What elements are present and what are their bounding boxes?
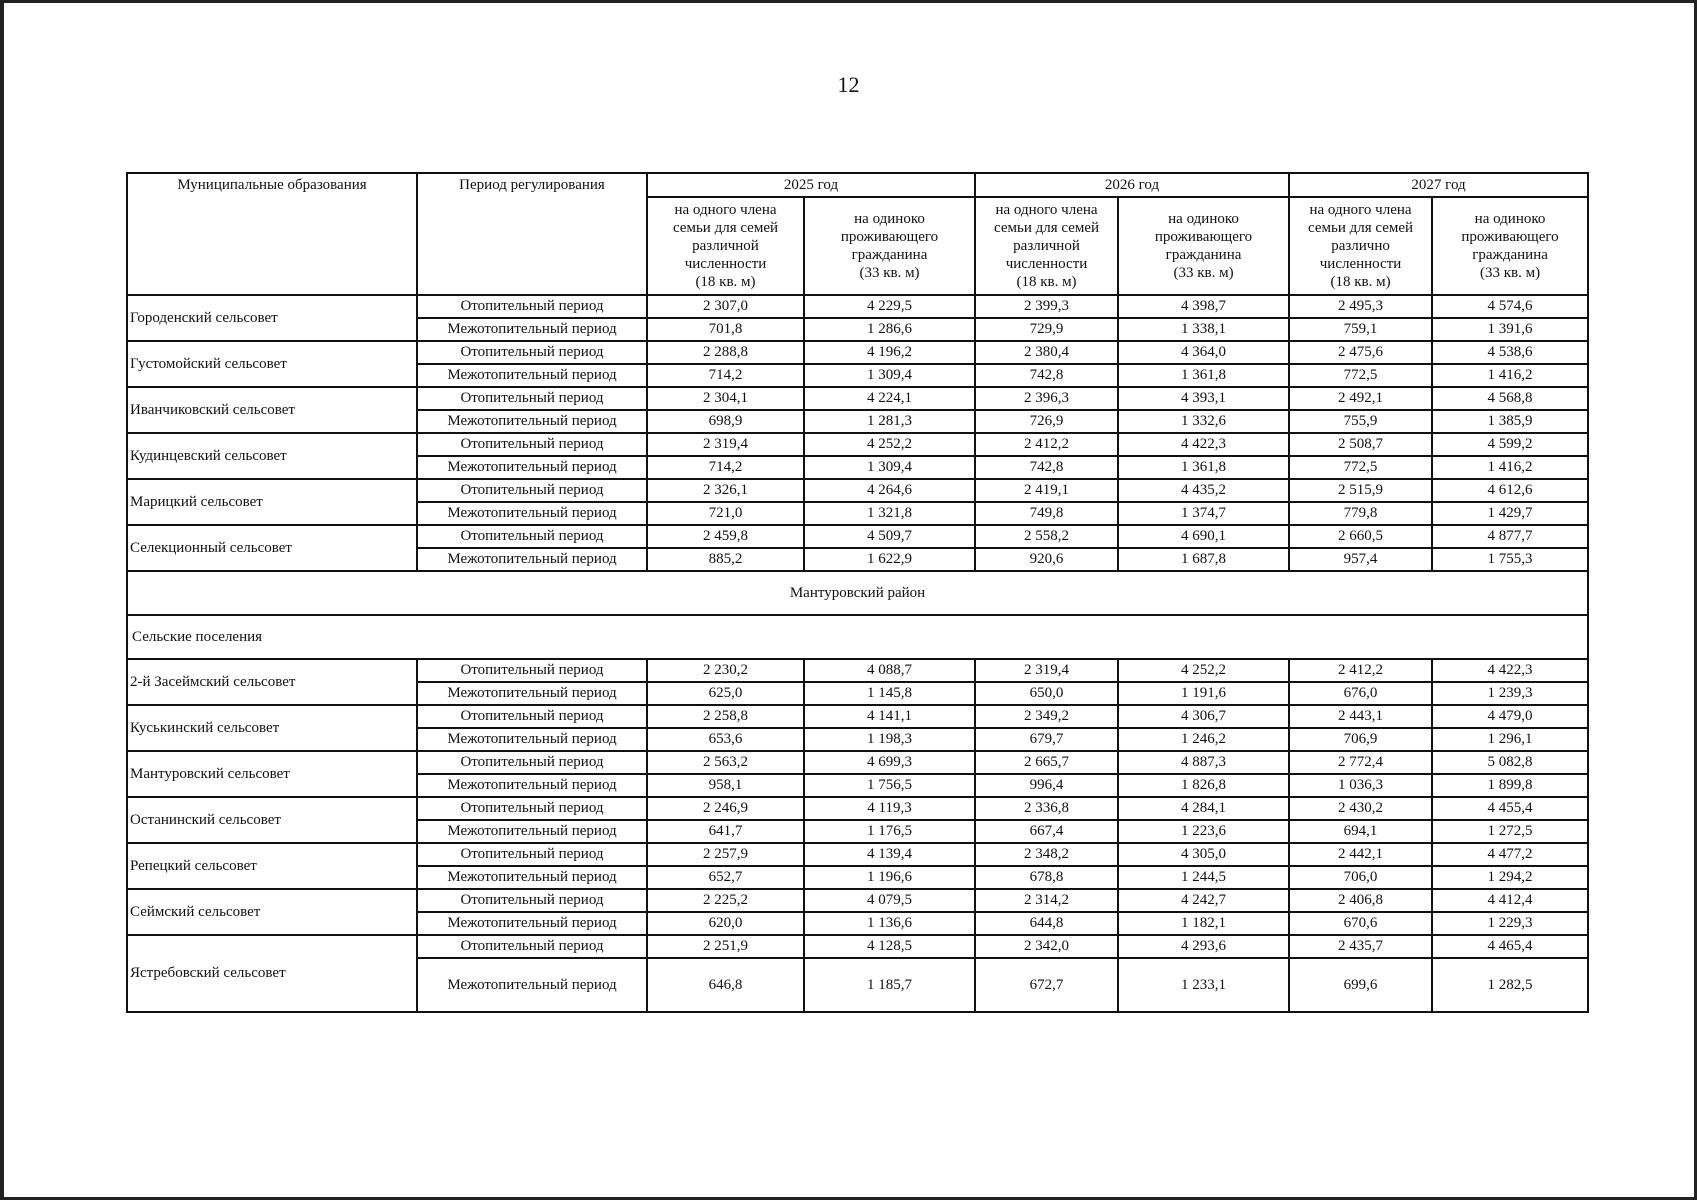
subheader-line: семьи для семей	[1308, 220, 1414, 236]
tariff-value: 1 281,3	[804, 410, 975, 433]
tariff-value: 678,8	[975, 866, 1118, 889]
tariff-value: 625,0	[647, 682, 804, 705]
tariff-value: 4 477,2	[1432, 843, 1588, 866]
tariff-value: 1 826,8	[1118, 774, 1289, 797]
tariff-value: 1 272,5	[1432, 820, 1588, 843]
tariff-value: 2 492,1	[1289, 387, 1432, 410]
municipality-name: Мантуровский сельсовет	[127, 751, 417, 797]
subheader-line: (18 кв. м)	[1330, 274, 1391, 290]
tariff-value: 4 455,4	[1432, 797, 1588, 820]
tariff-value: 4 119,3	[804, 797, 975, 820]
municipality-name: Городенский сельсовет	[127, 295, 417, 341]
section-row	[127, 615, 1588, 659]
tariff-value: 4 599,2	[1432, 433, 1588, 456]
tariff-value: 2 495,3	[1289, 295, 1432, 318]
tariff-value: 2 563,2	[647, 751, 804, 774]
tariff-value: 729,9	[975, 318, 1118, 341]
period-nonheating: Межотопительный период	[417, 820, 647, 843]
tariff-value: 1 176,5	[804, 820, 975, 843]
tariff-value: 749,8	[975, 502, 1118, 525]
tariff-value: 2 435,7	[1289, 935, 1432, 958]
tariff-value: 2 412,2	[975, 433, 1118, 456]
period-nonheating: Межотопительный период	[417, 958, 647, 1012]
tariff-value: 957,4	[1289, 548, 1432, 571]
period-heating: Отопительный период	[417, 525, 647, 548]
tariff-value: 706,0	[1289, 866, 1432, 889]
period-heating: Отопительный период	[417, 659, 647, 682]
period-nonheating: Межотопительный период	[417, 318, 647, 341]
subheader-line: гражданина	[1165, 247, 1242, 263]
tariff-value: 2 257,9	[647, 843, 804, 866]
tariff-value: 2 230,2	[647, 659, 804, 682]
subheader-line: различной	[1013, 238, 1080, 254]
settlement-type-title: Сельские поселения	[127, 615, 1588, 659]
tariff-value: 1 136,6	[804, 912, 975, 935]
tariff-value: 2 665,7	[975, 751, 1118, 774]
period-nonheating: Межотопительный период	[417, 364, 647, 387]
tariff-value: 1 899,8	[1432, 774, 1588, 797]
tariff-value: 2 459,8	[647, 525, 804, 548]
tariff-value: 1 687,8	[1118, 548, 1289, 571]
municipality-name: Марицкий сельсовет	[127, 479, 417, 525]
period-nonheating: Межотопительный период	[417, 866, 647, 889]
tariff-value: 1 294,2	[1432, 866, 1588, 889]
municipality-name: Сеймский сельсовет	[127, 889, 417, 935]
period-nonheating: Межотопительный период	[417, 682, 647, 705]
tariff-value: 4 079,5	[804, 889, 975, 912]
period-heating: Отопительный период	[417, 797, 647, 820]
subheader-line: различной	[692, 238, 759, 254]
tariff-value: 670,6	[1289, 912, 1432, 935]
municipality-name: Кудинцевский сельсовет	[127, 433, 417, 479]
tariff-value: 4 242,7	[1118, 889, 1289, 912]
tariff-value: 2 772,4	[1289, 751, 1432, 774]
table-row	[127, 479, 1588, 502]
tariff-value: 2 558,2	[975, 525, 1118, 548]
subheader-line: численности	[684, 256, 767, 272]
period-nonheating: Межотопительный период	[417, 502, 647, 525]
tariff-value: 1 246,2	[1118, 728, 1289, 751]
tariff-value: 4 264,6	[804, 479, 975, 502]
table-row	[127, 751, 1588, 774]
tariff-value: 2 307,0	[647, 295, 804, 318]
tariff-value: 772,5	[1289, 364, 1432, 387]
subheader-single-resident-2027	[1432, 197, 1588, 295]
municipality-name: Густомойский сельсовет	[127, 341, 417, 387]
tariff-value: 2 508,7	[1289, 433, 1432, 456]
subheader-per-family-member-2026	[975, 197, 1118, 295]
tariff-value: 672,7	[975, 958, 1118, 1012]
tariff-value: 2 246,9	[647, 797, 804, 820]
period-heating: Отопительный период	[417, 935, 647, 958]
tariff-value: 2 342,0	[975, 935, 1118, 958]
subheader-line: различно	[1331, 238, 1390, 254]
tariff-value: 2 251,9	[647, 935, 804, 958]
subheader-line: проживающего	[840, 229, 939, 245]
tariff-value: 2 349,2	[975, 705, 1118, 728]
tariff-value: 2 348,2	[975, 843, 1118, 866]
period-heating: Отопительный период	[417, 387, 647, 410]
subheader-line: (18 кв. м)	[1016, 274, 1077, 290]
tariff-value: 699,6	[1289, 958, 1432, 1012]
period-heating: Отопительный период	[417, 433, 647, 456]
tariff-value: 706,9	[1289, 728, 1432, 751]
subheader-line: (33 кв. м)	[1479, 265, 1541, 281]
period-nonheating: Межотопительный период	[417, 912, 647, 935]
tariff-value: 646,8	[647, 958, 804, 1012]
tariff-value: 1 233,1	[1118, 958, 1289, 1012]
subheader-line: на одиноко	[1168, 211, 1239, 227]
municipality-name: Иванчиковский сельсовет	[127, 387, 417, 433]
subheader-line: на одного члена	[1309, 202, 1412, 218]
tariff-value: 653,6	[647, 728, 804, 751]
tariff-value: 1 309,4	[804, 364, 975, 387]
period-nonheating: Межотопительный период	[417, 728, 647, 751]
subheader-line: на одиноко	[854, 211, 925, 227]
tariff-value: 694,1	[1289, 820, 1432, 843]
header-year-2025: 2025 год	[647, 173, 975, 197]
tariff-value: 1 321,8	[804, 502, 975, 525]
tariff-value: 721,0	[647, 502, 804, 525]
tariff-value: 2 225,2	[647, 889, 804, 912]
tariff-value: 1 244,5	[1118, 866, 1289, 889]
period-heating: Отопительный период	[417, 295, 647, 318]
tariff-value: 1 145,8	[804, 682, 975, 705]
table-row	[127, 843, 1588, 866]
tariff-value: 714,2	[647, 456, 804, 479]
table-row	[127, 387, 1588, 410]
tariff-value: 714,2	[647, 364, 804, 387]
subheader-line: на одного члена	[674, 202, 777, 218]
table-row	[127, 433, 1588, 456]
tariff-value: 2 319,4	[647, 433, 804, 456]
tariff-value: 2 326,1	[647, 479, 804, 502]
period-heating: Отопительный период	[417, 751, 647, 774]
municipality-name: Ястребовский сельсовет	[127, 935, 417, 1012]
header-year-2026: 2026 год	[975, 173, 1289, 197]
tariff-value: 667,4	[975, 820, 1118, 843]
tariff-value: 2 515,9	[1289, 479, 1432, 502]
subheader-line: проживающего	[1461, 229, 1559, 245]
tariff-value: 4 128,5	[804, 935, 975, 958]
municipality-name: Репецкий сельсовет	[127, 843, 417, 889]
subheader-line: гражданина	[851, 247, 928, 263]
municipality-name: Селекционный сельсовет	[127, 525, 417, 571]
header-municipality: Муниципальные образования	[127, 173, 417, 295]
period-heating: Отопительный период	[417, 843, 647, 866]
tariff-value: 4 229,5	[804, 295, 975, 318]
period-heating: Отопительный период	[417, 341, 647, 364]
tariff-value: 2 419,1	[975, 479, 1118, 502]
subheader-line: семьи для семей	[672, 220, 779, 236]
tariff-value: 4 284,1	[1118, 797, 1289, 820]
tariff-value: 4 393,1	[1118, 387, 1289, 410]
tariff-value: 2 380,4	[975, 341, 1118, 364]
period-nonheating: Межотопительный период	[417, 774, 647, 797]
tariff-value: 1 361,8	[1118, 456, 1289, 479]
tariff-value: 701,8	[647, 318, 804, 341]
tariff-value: 1 338,1	[1118, 318, 1289, 341]
tariff-value: 958,1	[647, 774, 804, 797]
tariff-value: 1 385,9	[1432, 410, 1588, 433]
tariff-value: 1 374,7	[1118, 502, 1289, 525]
table-row	[127, 525, 1588, 548]
subheader-line: (18 кв. м)	[695, 274, 756, 290]
tariff-value: 2 443,1	[1289, 705, 1432, 728]
tariff-value: 742,8	[975, 364, 1118, 387]
tariff-value: 2 304,1	[647, 387, 804, 410]
tariff-value: 726,9	[975, 410, 1118, 433]
tariff-value: 4 293,6	[1118, 935, 1289, 958]
tariff-value: 2 258,8	[647, 705, 804, 728]
tariff-value: 1 309,4	[804, 456, 975, 479]
tariff-value: 650,0	[975, 682, 1118, 705]
tariff-value: 1 036,3	[1289, 774, 1432, 797]
tariff-value: 4 412,4	[1432, 889, 1588, 912]
tariff-value: 1 622,9	[804, 548, 975, 571]
tariff-value: 679,7	[975, 728, 1118, 751]
table-row	[127, 341, 1588, 364]
tariff-value: 1 416,2	[1432, 456, 1588, 479]
period-nonheating: Межотопительный период	[417, 456, 647, 479]
tariff-value: 4 088,7	[804, 659, 975, 682]
tariff-value: 698,9	[647, 410, 804, 433]
tariff-value: 2 314,2	[975, 889, 1118, 912]
municipality-name: Куськинский сельсовет	[127, 705, 417, 751]
tariff-value: 1 756,5	[804, 774, 975, 797]
subheader-line: на одного члена	[995, 202, 1098, 218]
table-row	[127, 797, 1588, 820]
tariff-value: 676,0	[1289, 682, 1432, 705]
tariff-value: 4 568,8	[1432, 387, 1588, 410]
scan-border-top	[0, 0, 1697, 3]
page-number: 12	[837, 72, 860, 97]
tariff-value: 4 252,2	[1118, 659, 1289, 682]
tariff-value: 1 239,3	[1432, 682, 1588, 705]
subheader-line: (33 кв. м)	[859, 265, 920, 281]
period-heating: Отопительный период	[417, 705, 647, 728]
header-period: Период регулирования	[417, 173, 647, 295]
tariff-value: 2 442,1	[1289, 843, 1432, 866]
tariff-value: 4 141,1	[804, 705, 975, 728]
tariff-value: 742,8	[975, 456, 1118, 479]
section-row	[127, 571, 1588, 615]
tariff-value: 1 429,7	[1432, 502, 1588, 525]
period-nonheating: Межотопительный период	[417, 410, 647, 433]
subheader-line: гражданина	[1472, 247, 1548, 263]
subheader-line: проживающего	[1154, 229, 1253, 245]
tariff-value: 996,4	[975, 774, 1118, 797]
tariff-value: 2 319,4	[975, 659, 1118, 682]
tariff-value: 2 288,8	[647, 341, 804, 364]
tariff-value: 5 082,8	[1432, 751, 1588, 774]
tariff-value: 1 185,7	[804, 958, 975, 1012]
table-row	[127, 935, 1588, 958]
tariff-value: 4 398,7	[1118, 295, 1289, 318]
tariff-value: 885,2	[647, 548, 804, 571]
tariff-value: 2 396,3	[975, 387, 1118, 410]
tariff-value: 4 690,1	[1118, 525, 1289, 548]
subheader-line: численности	[1005, 256, 1088, 272]
subheader-line: на одиноко	[1474, 211, 1546, 227]
subheader-per-family-member-2027	[1289, 197, 1432, 295]
tariff-value: 4 435,2	[1118, 479, 1289, 502]
tariff-value: 4 574,6	[1432, 295, 1588, 318]
tariff-value: 1 332,6	[1118, 410, 1289, 433]
tariff-value: 4 224,1	[804, 387, 975, 410]
tariff-value: 2 475,6	[1289, 341, 1432, 364]
tariff-value: 4 306,7	[1118, 705, 1289, 728]
tariff-value: 4 305,0	[1118, 843, 1289, 866]
tariff-value: 4 887,3	[1118, 751, 1289, 774]
tariff-value: 4 612,6	[1432, 479, 1588, 502]
municipality-name: 2-й Засеймский сельсовет	[127, 659, 417, 705]
tariff-value: 1 282,5	[1432, 958, 1588, 1012]
tariff-value: 4 465,4	[1432, 935, 1588, 958]
tariff-value: 1 196,6	[804, 866, 975, 889]
tariff-value: 4 196,2	[804, 341, 975, 364]
table-row	[127, 295, 1588, 318]
tariff-value: 755,9	[1289, 410, 1432, 433]
district-title: Мантуровский район	[127, 571, 1588, 615]
tariff-value: 772,5	[1289, 456, 1432, 479]
tariff-value: 1 191,6	[1118, 682, 1289, 705]
municipality-name: Останинский сельсовет	[127, 797, 417, 843]
tariff-value: 2 412,2	[1289, 659, 1432, 682]
subheader-single-resident-2026	[1118, 197, 1289, 295]
tariff-value: 1 229,3	[1432, 912, 1588, 935]
tariff-table	[126, 172, 1589, 1013]
tariff-value: 1 755,3	[1432, 548, 1588, 571]
tariff-value: 620,0	[647, 912, 804, 935]
subheader-line: семьи для семей	[993, 220, 1100, 236]
subheader-line: (33 кв. м)	[1173, 265, 1234, 281]
tariff-value: 4 538,6	[1432, 341, 1588, 364]
tariff-value: 1 296,1	[1432, 728, 1588, 751]
tariff-value: 920,6	[975, 548, 1118, 571]
tariff-value: 1 223,6	[1118, 820, 1289, 843]
subheader-single-resident-2025	[804, 197, 975, 295]
tariff-value: 779,8	[1289, 502, 1432, 525]
tariff-value: 4 139,4	[804, 843, 975, 866]
tariff-value: 2 399,3	[975, 295, 1118, 318]
tariff-value: 2 406,8	[1289, 889, 1432, 912]
tariff-value: 652,7	[647, 866, 804, 889]
period-heating: Отопительный период	[417, 889, 647, 912]
subheader-per-family-member-2025	[647, 197, 804, 295]
tariff-value: 1 391,6	[1432, 318, 1588, 341]
scan-border-left	[0, 0, 4, 1200]
tariff-value: 1 198,3	[804, 728, 975, 751]
tariff-value: 4 422,3	[1118, 433, 1289, 456]
tariff-value: 2 336,8	[975, 797, 1118, 820]
tariff-value: 4 422,3	[1432, 659, 1588, 682]
tariff-value: 1 416,2	[1432, 364, 1588, 387]
period-nonheating: Межотопительный период	[417, 548, 647, 571]
tariff-value: 4 509,7	[804, 525, 975, 548]
header-year-2027: 2027 год	[1289, 173, 1588, 197]
table-row	[127, 659, 1588, 682]
tariff-value: 1 182,1	[1118, 912, 1289, 935]
tariff-value: 644,8	[975, 912, 1118, 935]
tariff-value: 2 660,5	[1289, 525, 1432, 548]
tariff-value: 2 430,2	[1289, 797, 1432, 820]
period-heating: Отопительный период	[417, 479, 647, 502]
table-row	[127, 889, 1588, 912]
tariff-value: 4 877,7	[1432, 525, 1588, 548]
table-row	[127, 705, 1588, 728]
tariff-value: 641,7	[647, 820, 804, 843]
tariff-value: 4 479,0	[1432, 705, 1588, 728]
tariff-value: 759,1	[1289, 318, 1432, 341]
tariff-value: 4 364,0	[1118, 341, 1289, 364]
tariff-value: 4 699,3	[804, 751, 975, 774]
tariff-value: 1 361,8	[1118, 364, 1289, 387]
subheader-line: численности	[1319, 256, 1402, 272]
tariff-value: 1 286,6	[804, 318, 975, 341]
tariff-value: 4 252,2	[804, 433, 975, 456]
